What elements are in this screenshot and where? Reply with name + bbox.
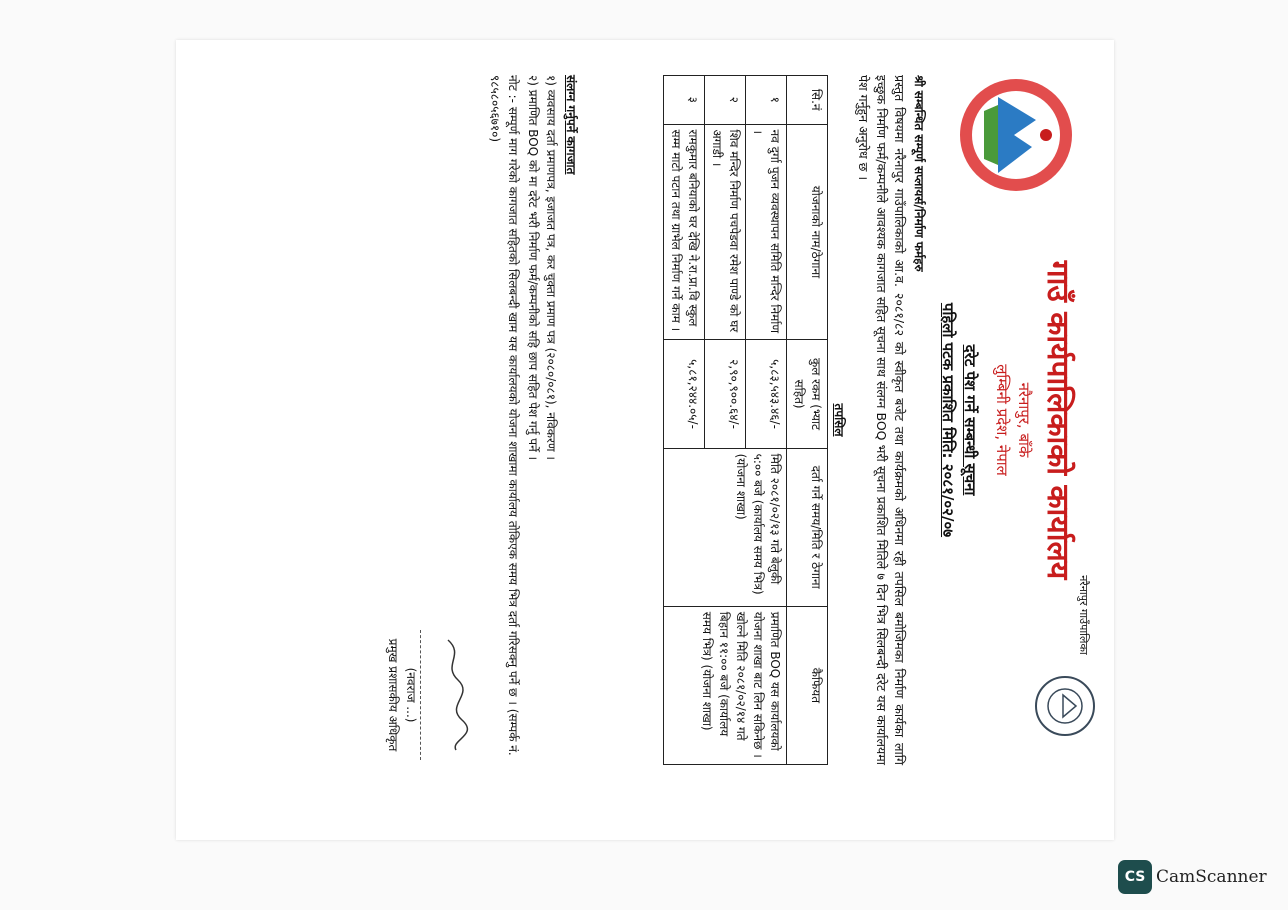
notice-body: प्रस्तुत विषयमा नरैनापुर गाउँपालिकाको आ.व. २०८१/८२ को स्वीकृत बजेट तथा कार्यक्रमको अधिनमा रही तपसिल बमोजिमका निर्माण कार्यका लागि इच्छुक निर्माण फर्म/कम्पनीले आवश्यक कागजात सहित सूचना साथ संलग्न BOQ भरी सूचना प्रकाशित मितिले ७ दिन भित्र सिलबन्दी दरेट यस कार्यालयमा पेश गर्नुहुन अनुरोध छ । <box>856 75 907 765</box>
contact-note: नोट :- सम्पूर्ण माग गरेको कागजात सहितको सिलबन्दी खाम यस कार्यालयको योजना शाखामा कार्यालय तोकिएक समय भित्र दर्ता गरिसक्नु पर्ने छ । (सम्पर्क नं. ९८५८०५६७१०) <box>488 75 520 756</box>
signature-scribble <box>440 635 470 755</box>
row-sn: १ <box>746 76 787 125</box>
header-amount: कुल रकम (भ्याट सहित) <box>787 340 828 448</box>
signatory-name: (नवराज ...) <box>404 667 418 723</box>
table-row <box>746 76 787 765</box>
list-item: २) प्रमाणित BOQ को मा दरेट भरी निर्माण फर्म/कम्पनीको सहि छाप सहित पेश गर्नु पर्ने । <box>526 75 540 461</box>
header-name: योजनाको नाम/ठेगाना <box>787 124 828 340</box>
camscanner-watermark <box>1118 860 1267 894</box>
header-sn: सि.नं <box>787 76 828 125</box>
row-name: नव दुर्गा पुजन व्यवस्थापन समिति मन्दिर निर्माण । <box>746 124 787 340</box>
notice-title: दरेट पेश गर्ने सम्बन्धी सूचना <box>961 344 979 496</box>
office-province: लुम्बिनी प्रदेश, नेपाल <box>993 364 1011 476</box>
signatory-title: प्रमुख प्रशासकीय अधिकृत <box>386 638 400 752</box>
row-amount: ५,८१,२४४.०५/- <box>664 340 705 448</box>
header-date: दर्ता गर्ने समय/मिति र ठेगाना <box>787 448 828 606</box>
signature-block <box>384 595 470 795</box>
attachments-list <box>524 75 560 765</box>
row-date: मिति २०८१/०२/१३ गते बेलुकी ५:०० बजे (कार्यालय समय भित्र) (योजना शाखा) <box>664 448 787 606</box>
row-name: रामकुमार बनियाको घर देखि ने.रा.प्रा.वि स्कुल सम्म माटो पटान तथा ग्राभेल निर्माण गर्ने काम । <box>664 124 705 340</box>
row-amount: २,९०,९००.६४/- <box>705 340 746 448</box>
publication-date: पहिलो पटक प्रकाशित मिति: २०८१/०२/०७ <box>939 302 957 538</box>
camscanner-icon: CS <box>1118 860 1152 894</box>
header-remark: कैफियत <box>787 606 828 764</box>
row-amount: ५,८३,५४३.४६/- <box>746 340 787 448</box>
camscanner-label: CamScanner <box>1156 867 1267 887</box>
addressee: श्री सम्बन्धित सम्पूर्ण सप्लायर्स/निर्माण फर्महरु <box>912 75 926 272</box>
office-address: नरैनापुर, बाँके <box>1015 382 1033 458</box>
row-remark: प्रमाणित BOQ यस कार्यालयको योजना शाखा बाट लिन सकिनेछ । खोल्ने मिति २०८१/०२/१४ गते बिहान ११:०० बजे (कार्यालय समय भित्र) (योजना शाखा) <box>664 606 787 764</box>
signature-line <box>420 630 435 760</box>
attachments-title: संलग्न गर्नुपर्ने कागजात <box>564 75 578 175</box>
row-sn: ३ <box>664 76 705 125</box>
header-municipality: नरैनापुर गाउँपालिका <box>1077 575 1090 655</box>
project-table <box>663 75 828 765</box>
row-sn: २ <box>705 76 746 125</box>
list-item: १) व्यवसाय दर्ता प्रमाणपत्र, इजाजत पत्र, कर चुक्ता प्रमाण पत्र (२०८०/०८१), नविकरण । <box>544 75 558 460</box>
table-header-row <box>787 76 828 765</box>
row-name: शिव मन्दिर निर्माण पचपेडवा रमेश पाण्डे को घर अगाडी । <box>705 124 746 340</box>
office-title: गाउँ कार्यपालिकाको कार्यालय <box>1040 260 1075 580</box>
table-caption: तपसिल <box>832 403 846 437</box>
rotated-document <box>190 35 1100 805</box>
